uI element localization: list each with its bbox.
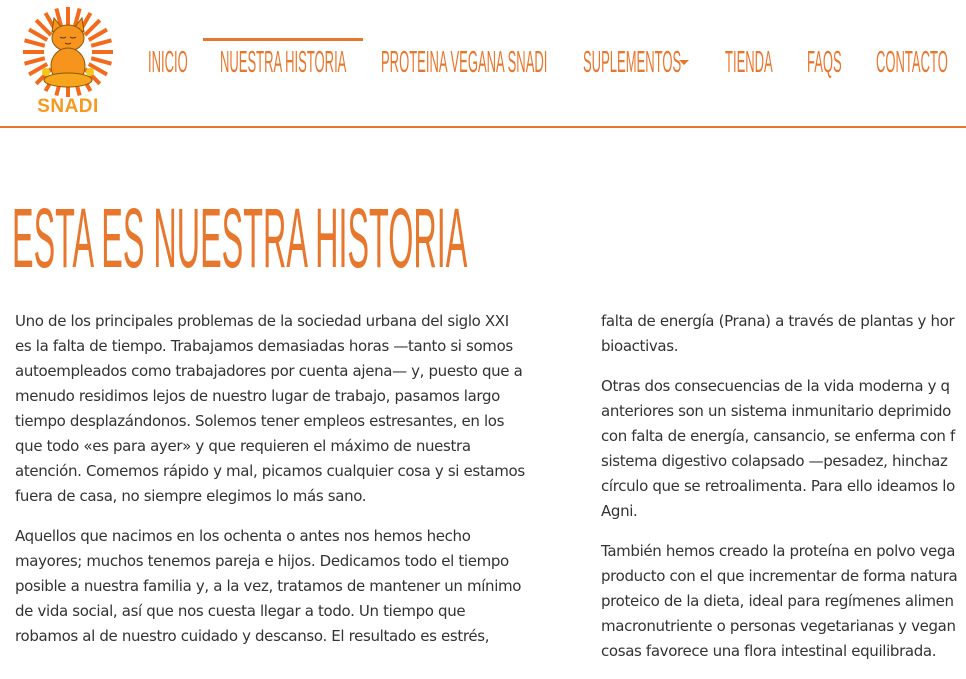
chevron-down-icon[interactable]: [679, 60, 689, 65]
text-line: También hemos creado la proteína en polvo vega: [601, 542, 956, 560]
meditating-cat-logo-icon: [22, 6, 114, 98]
text-column-right: [601, 309, 966, 679]
logo-wordmark: SNADI: [37, 96, 99, 117]
text-line: robamos al de nuestro cuidado y descanso. El resultado es estrés,: [15, 627, 490, 645]
site-header: [0, 0, 966, 128]
paragraph: [601, 539, 966, 664]
snadi-logo[interactable]: [22, 6, 114, 120]
paragraph: [601, 374, 966, 524]
text-line: macronutriente o personas vegetarianas y vegan: [601, 617, 956, 635]
text-line: posible a nuestra familia y, a la vez, tratamos de mantener un mínimo: [15, 577, 522, 595]
sun-ray: [25, 40, 45, 45]
text-line: fuera de casa, no siempre elegimos lo más sano.: [15, 487, 367, 505]
nav-inicio[interactable]: INICIO: [148, 44, 188, 79]
text-line: bioactivas.: [601, 337, 679, 355]
paragraph: [15, 309, 555, 509]
text-line: tiempo desplazándonos. Solemos tener empleos estresantes, en los: [15, 412, 505, 430]
sun-ray: [91, 58, 111, 63]
text-line: autoempleados como trabajadores por cuenta ajena— y, puesto que a: [15, 362, 523, 380]
text-line: anteriores son un sistema inmunitario deprimido: [601, 402, 951, 420]
nav-proteina-vegana[interactable]: PROTEINA VEGANA SNADI: [381, 44, 548, 79]
text-line: Agni.: [601, 502, 638, 520]
text-line: menudo residimos lejos de nuestro lugar de trabajo, pasamos largo: [15, 387, 500, 405]
nav-tienda[interactable]: TIENDA: [725, 44, 773, 79]
active-nav-indicator: [203, 38, 363, 41]
paragraph: [15, 524, 555, 649]
text-line: atención. Comemos rápido y mal, picamos cualquier cosa y si estamos: [15, 462, 525, 480]
text-line: con falta de energía, cansancio, se enferma con f: [601, 427, 955, 445]
paragraph: [601, 309, 966, 359]
nav-faqs[interactable]: FAQS: [807, 44, 842, 79]
text-column-left: [15, 309, 555, 664]
sun-ray: [91, 40, 111, 45]
text-line: mayores; muchos tenemos pareja e hijos. Dedicamos todo el tiempo: [15, 552, 509, 570]
text-line: cosas favorece una flora intestinal equilibrada.: [601, 642, 937, 660]
nav-suplementos[interactable]: SUPLEMENTOS: [583, 44, 682, 79]
sun-ray: [25, 58, 45, 63]
text-line: sistema digestivo colapsado —pesadez, hinchaz: [601, 452, 948, 470]
text-line: Uno de los principales problemas de la sociedad urbana del siglo XXI: [15, 312, 509, 330]
text-line: producto con el que incrementar de forma natura: [601, 567, 958, 585]
text-line: proteico de la dieta, ideal para regímenes alimen: [601, 592, 954, 610]
text-line: que todo «es para ayer» y que requieren el máximo de nuestra: [15, 437, 471, 455]
text-line: Aquellos que nacimos en los ochenta o antes nos hemos hecho: [15, 527, 471, 545]
page-title: ESTA ES NUESTRA HISTORIA: [12, 191, 468, 285]
text-line: de vida social, así que nos cuesta llegar a todo. Un tiempo que: [15, 602, 466, 620]
text-line: es la falta de tiempo. Trabajamos demasiadas horas —tanto si somos: [15, 337, 513, 355]
text-line: Otras dos consecuencias de la vida moderna y q: [601, 377, 950, 395]
nav-nuestra-historia[interactable]: NUESTRA HISTORIA: [220, 44, 347, 79]
text-line: círculo que se retroalimenta. Para ello ideamos lo: [601, 477, 955, 495]
text-line: falta de energía (Prana) a través de plantas y hor: [601, 312, 955, 330]
nav-contacto[interactable]: CONTACTO: [876, 44, 948, 79]
